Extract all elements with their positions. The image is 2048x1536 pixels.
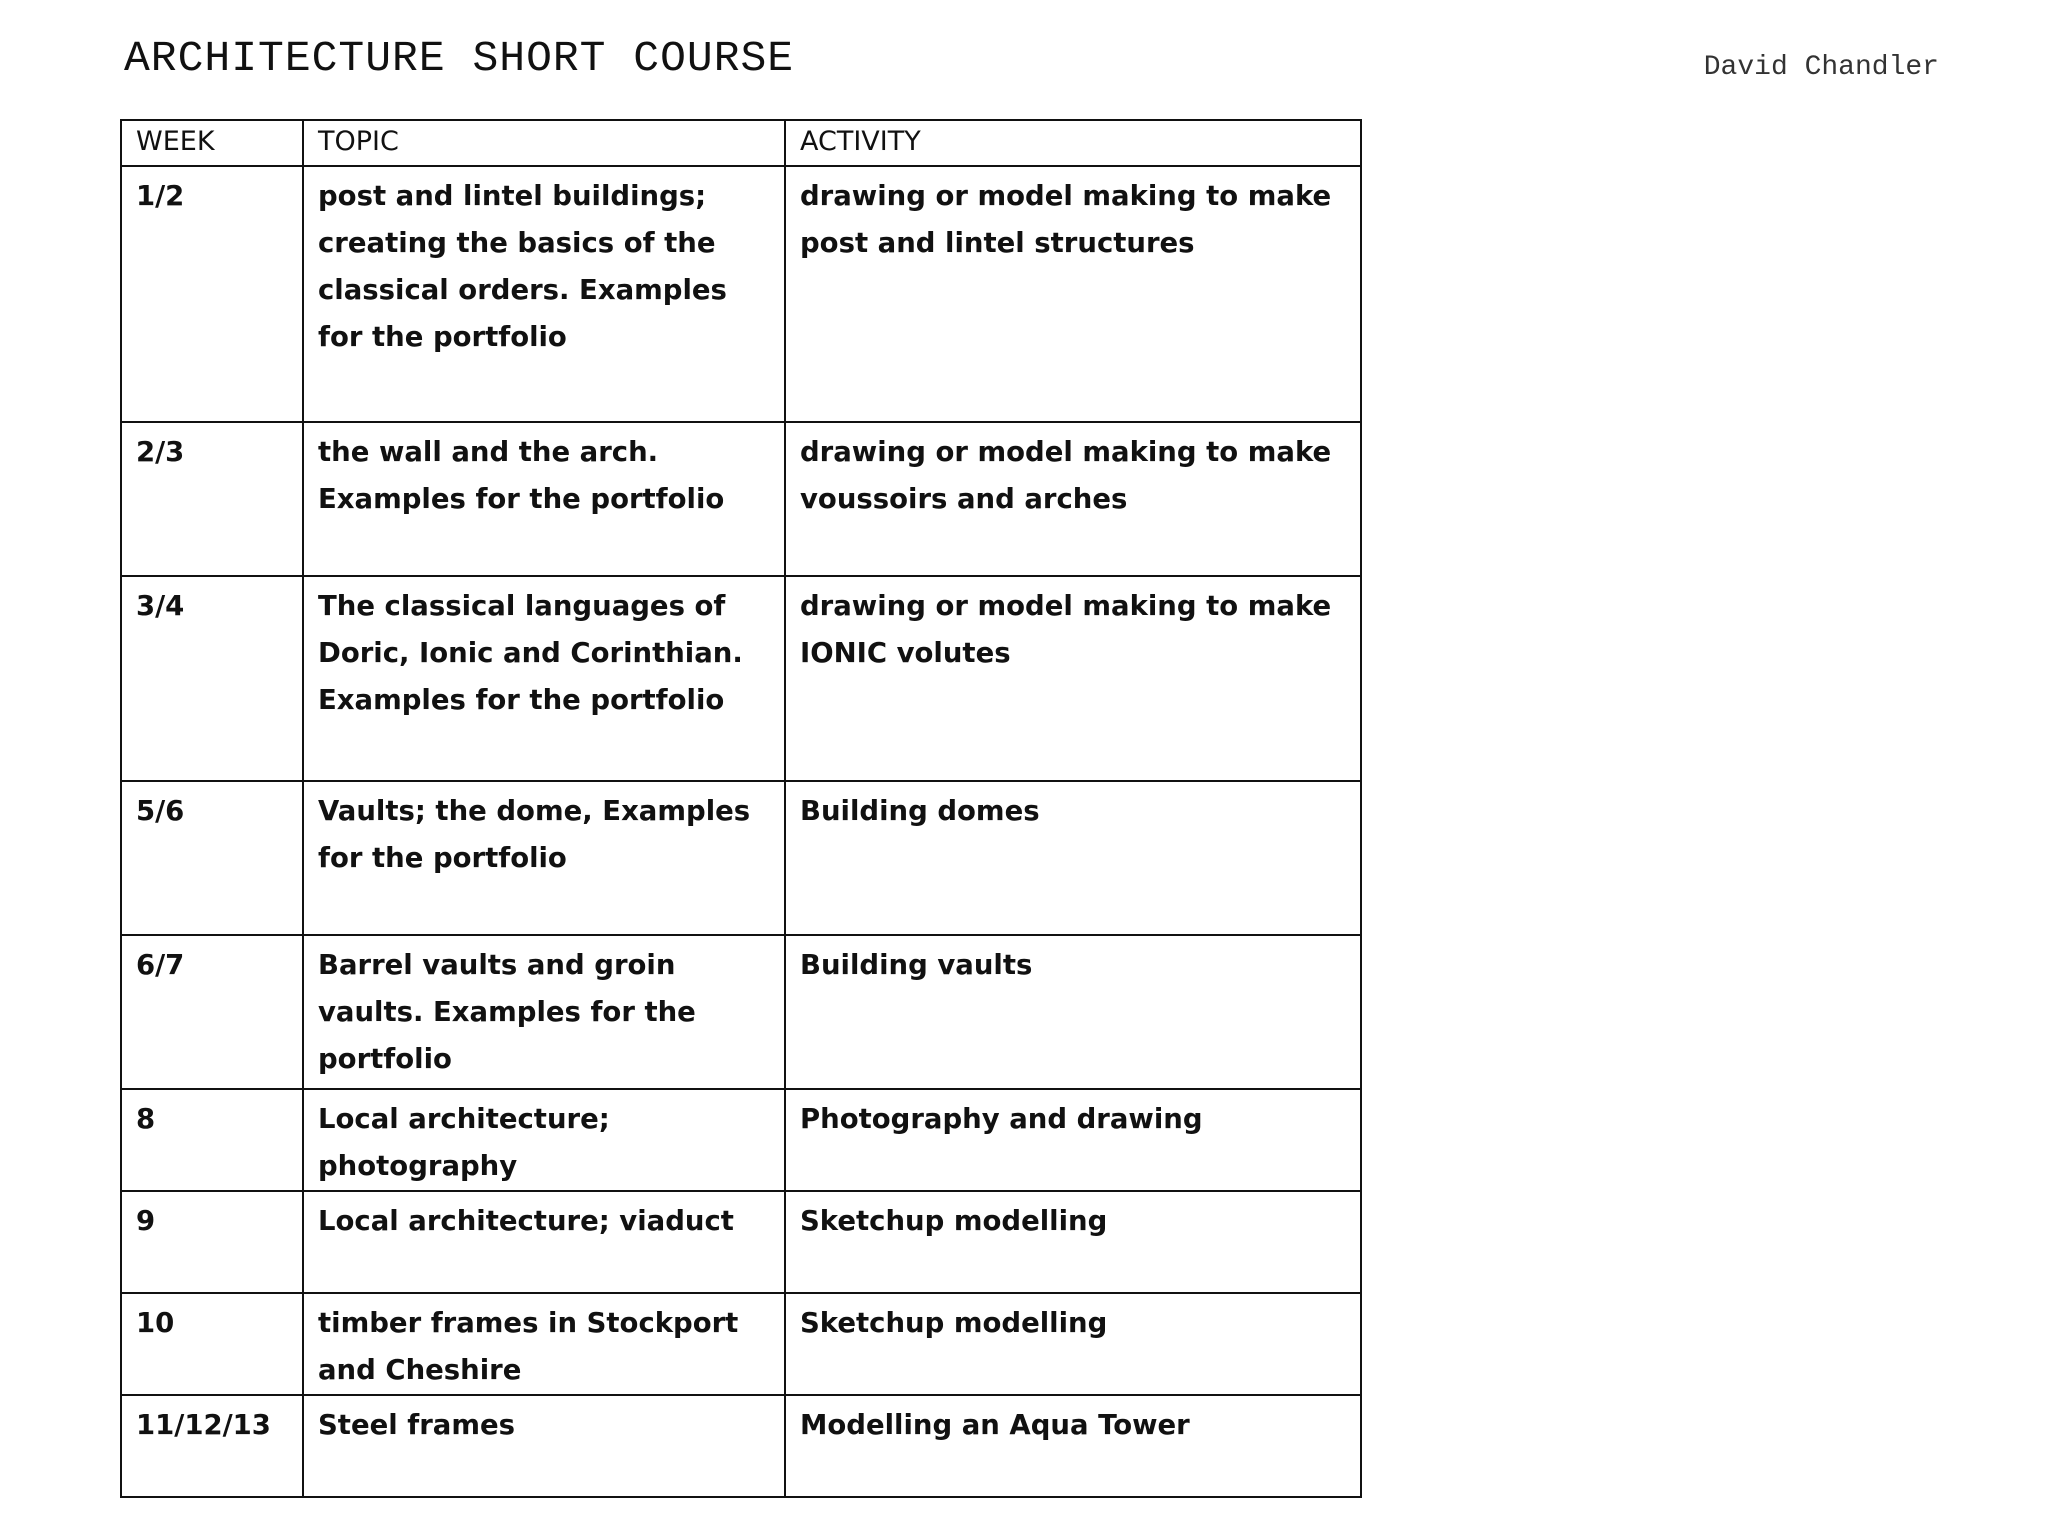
author-name: David Chandler — [1703, 52, 1939, 83]
week-cell: 11/12/13 — [121, 1395, 303, 1497]
week-cell: 10 — [121, 1293, 303, 1395]
activity-cell: Building vaults — [785, 935, 1361, 1089]
table-row — [121, 166, 1361, 422]
topic-cell: the wall and the arch. Examples for the portfolio — [303, 422, 785, 576]
course-schedule-table — [120, 119, 1362, 1498]
week-cell: 5/6 — [121, 781, 303, 935]
topic-cell: timber frames in Stockport and Cheshire — [303, 1293, 785, 1395]
column-header-activity: ACTIVITY — [785, 120, 1361, 166]
table-row — [121, 1395, 1361, 1497]
week-cell: 2/3 — [121, 422, 303, 576]
week-cell: 6/7 — [121, 935, 303, 1089]
topic-cell: Barrel vaults and groin vaults. Examples for the portfolio — [303, 935, 785, 1089]
table-row — [121, 1089, 1361, 1191]
week-cell: 3/4 — [121, 576, 303, 781]
topic-cell: Local architecture; viaduct — [303, 1191, 785, 1293]
table-row — [121, 1191, 1361, 1293]
activity-cell: drawing or model making to make IONIC volutes — [785, 576, 1361, 781]
week-cell: 8 — [121, 1089, 303, 1191]
table-row — [121, 1293, 1361, 1395]
column-header-topic: TOPIC — [303, 120, 785, 166]
week-cell: 1/2 — [121, 166, 303, 422]
activity-cell: Photography and drawing — [785, 1089, 1361, 1191]
table-row — [121, 935, 1361, 1089]
activity-cell: Building domes — [785, 781, 1361, 935]
topic-cell: Local architecture; photography — [303, 1089, 785, 1191]
topic-cell: post and lintel buildings; creating the basics of the classical orders. Examples for the portfolio — [303, 166, 785, 422]
week-cell: 9 — [121, 1191, 303, 1293]
table-row — [121, 576, 1361, 781]
table-row — [121, 422, 1361, 576]
activity-cell: Modelling an Aqua Tower — [785, 1395, 1361, 1497]
topic-cell: The classical languages of Doric, Ionic and Corinthian. Examples for the portfolio — [303, 576, 785, 781]
activity-cell: Sketchup modelling — [785, 1293, 1361, 1395]
table-row — [121, 781, 1361, 935]
document-title: ARCHITECTURE SHORT COURSE — [124, 34, 795, 83]
column-header-week: WEEK — [121, 120, 303, 166]
activity-cell: drawing or model making to make post and lintel structures — [785, 166, 1361, 422]
table-header-row — [121, 120, 1361, 166]
activity-cell: drawing or model making to make voussoirs and arches — [785, 422, 1361, 576]
activity-cell: Sketchup modelling — [785, 1191, 1361, 1293]
topic-cell: Vaults; the dome, Examples for the portfolio — [303, 781, 785, 935]
topic-cell: Steel frames — [303, 1395, 785, 1497]
